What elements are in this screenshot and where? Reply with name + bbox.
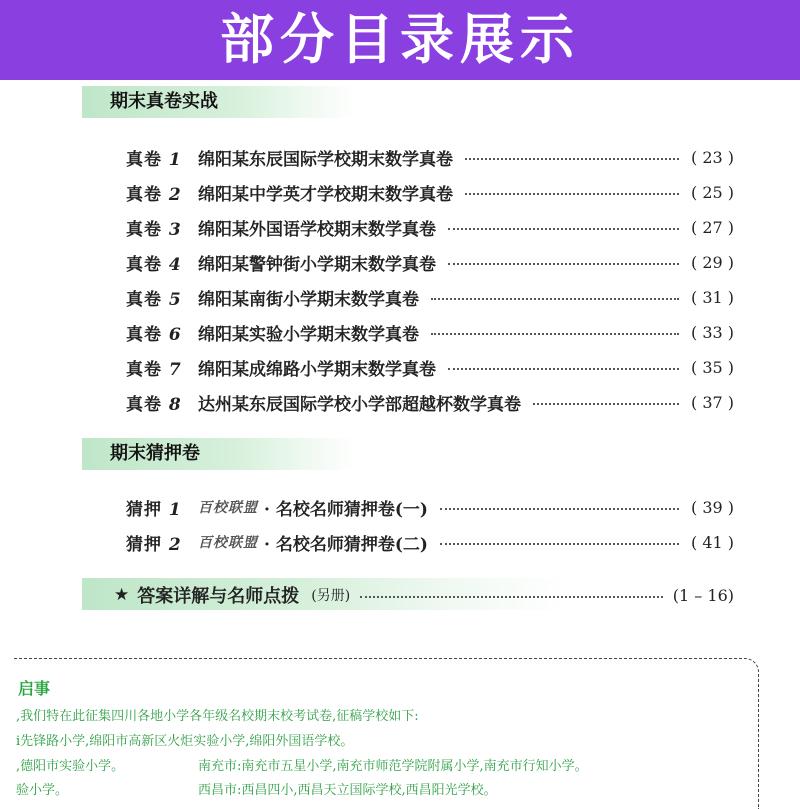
toc-key: 真卷 2 (126, 184, 182, 205)
toc-row[interactable] (126, 178, 734, 206)
brand-logo-text: 百校联盟 (198, 500, 258, 516)
toc-title: 绵阳某成绵路小学期末数学真卷 (198, 359, 436, 380)
dot-leader (448, 368, 679, 370)
banner-title: 部分目录展示 (220, 8, 580, 71)
dot-leader (465, 193, 679, 195)
toc-key: 猜押 1 (126, 499, 182, 520)
answers-title: 答案详解与名师点拨 (137, 586, 300, 607)
toc-key: 真卷 6 (126, 324, 182, 345)
toc-title: 绵阳某中学英才学校期末数学真卷 (198, 184, 453, 205)
toc-row[interactable] (126, 248, 734, 276)
toc-key: 真卷 7 (126, 359, 182, 380)
answers-sub: (另册) (311, 588, 351, 604)
toc-page: ( 39 ) (690, 497, 734, 517)
toc-row[interactable] (126, 283, 734, 311)
toc-title: · 名校名师猜押卷(二) (264, 534, 428, 555)
toc-page: ( 33 ) (690, 322, 734, 342)
toc-title: · 名校名师猜押卷(一) (264, 499, 428, 520)
dot-leader (431, 333, 679, 335)
toc-row[interactable] (126, 528, 734, 556)
toc-title: 绵阳某外国语学校期末数学真卷 (198, 219, 436, 240)
toc-key: 真卷 5 (126, 289, 182, 310)
notice-line: 西昌市:西昌四小,西昌天立国际学校,西昌阳光学校。 (198, 783, 497, 798)
toc-key: 真卷 4 (126, 254, 182, 275)
section-title: 期末真卷实战 (110, 91, 218, 112)
dot-leader (360, 596, 663, 598)
notice-line: ,我们特在此征集四川各地小学各年级名校期末校考试卷,征稿学校如下: (16, 709, 419, 724)
toc-row[interactable] (126, 143, 734, 171)
toc-page: ( 37 ) (690, 392, 734, 412)
notice-line: 验小学。 (16, 783, 69, 798)
toc-key: 真卷 8 (126, 394, 182, 415)
toc-row-answers[interactable] (114, 581, 734, 609)
dot-leader (465, 158, 679, 160)
toc-page: ( 29 ) (690, 252, 734, 272)
brand-logo-text: 百校联盟 (198, 535, 258, 551)
toc-title: 绵阳某实验小学期末数学真卷 (198, 324, 419, 345)
toc-key: 猜押 2 (126, 534, 182, 555)
toc-page: (1 – 16) (672, 585, 734, 605)
notice-line: i先锋路小学,绵阳市高新区火炬实验小学,绵阳外国语学校。 (16, 734, 354, 749)
dot-leader (440, 508, 679, 510)
section-header-final-exams (82, 86, 356, 118)
dot-leader (533, 403, 679, 405)
dot-leader (431, 298, 679, 300)
toc-page: ( 35 ) (690, 357, 734, 377)
toc-key: 真卷 1 (126, 149, 182, 170)
toc-row[interactable] (126, 213, 734, 241)
toc-title: 绵阳某东辰国际学校期末数学真卷 (198, 149, 453, 170)
notice-title: 启事 (18, 679, 51, 698)
toc-page: ( 31 ) (690, 287, 734, 307)
toc-row[interactable] (126, 353, 734, 381)
toc-page: ( 23 ) (690, 147, 734, 167)
dot-leader (448, 263, 679, 265)
toc-title: 绵阳某南街小学期末数学真卷 (198, 289, 419, 310)
toc-row[interactable] (126, 318, 734, 346)
toc-title: 达州某东辰国际学校小学部超越杯数学真卷 (198, 394, 521, 415)
section-title: 期末猜押卷 (110, 443, 200, 464)
toc-row[interactable] (126, 493, 734, 521)
toc-page: ( 41 ) (690, 532, 734, 552)
notice-line: ,德阳市实验小学。 (16, 759, 125, 774)
toc-page: ( 27 ) (690, 217, 734, 237)
toc-page: ( 25 ) (690, 182, 734, 202)
toc-key: 真卷 3 (126, 219, 182, 240)
star-icon: ★ (114, 585, 130, 605)
dot-leader (440, 543, 679, 545)
toc-title: 绵阳某警钟街小学期末数学真卷 (198, 254, 436, 275)
dot-leader (448, 228, 679, 230)
notice-line: 南充市:南充市五星小学,南充市师范学院附属小学,南充市行知小学。 (198, 759, 588, 774)
section-header-predictions (82, 438, 356, 470)
toc-row[interactable] (126, 388, 734, 416)
